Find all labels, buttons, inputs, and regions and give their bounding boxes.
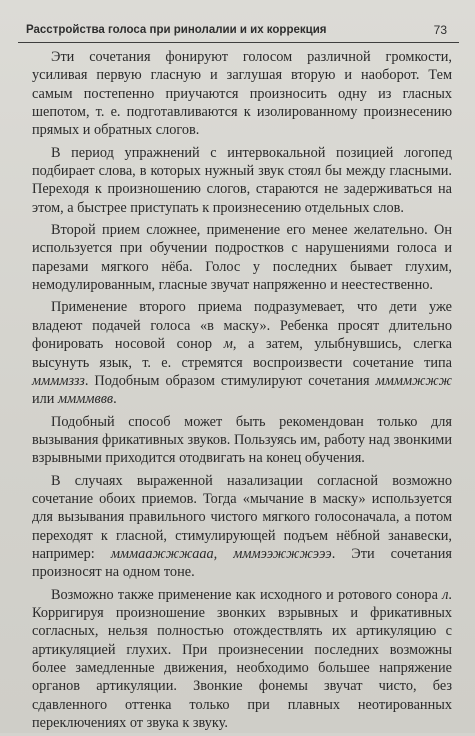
paragraph: Эти сочетания фонируют голосом различной громкости, усиливая первую гласную и заглушая вторую и наоборот. Тем самым постепенно приучаются произносить одну из гласных шепотом, т. е. подготавливаются к изолированному произнесению прямых и обратных слогов. xyxy=(32,49,452,139)
paragraph: Второй прием сложнее, применение его менее желательно. Он используется при обучении подростков с нарушениями голоса и парезами мягкого нёба. Голос у последних бывает глухим, немодулированным, гласные звучат напряженно и неестественно. xyxy=(32,222,452,294)
page-number: 73 xyxy=(433,23,447,37)
body-text xyxy=(32,48,452,736)
paragraph: Применение второго приема подразумевает, что дети уже владеют подачей голоса «в маску». Ребенка просят длительно фонировать носовой сонор м, а затем, улыбнувшись, слегка высунуть язык, т. е. стремятся воспроизвести сочетание типа ммммззз. Подобным образом стимулируют сочетания ммммжжж или ммммввв. xyxy=(32,299,452,408)
sound-example: мммаажжжааа, мммээжжжэээ xyxy=(110,545,332,562)
paragraph: Подобный способ может быть рекомендован только для вызывания фрикативных звуков. Пользуясь им, работу над звонкими взрывными приходится отодвигать на конец обучения. xyxy=(32,413,452,467)
sound-example: ммммввв xyxy=(58,391,114,408)
sound-example: л xyxy=(442,586,449,603)
paragraph: В случаях выраженной назализации согласной возможно сочетание обоих приемов. Тогда «мычание в маску» используется для вызывания правильного чистого мягкого голосоначала, а потом переходят к гласной, стимулирующей подъем нёбной занавески, например: мммаажжжааа, мммээжжжэээ. Эти сочетания произносят на одном тоне. xyxy=(32,472,452,581)
sound-example: м xyxy=(223,336,233,353)
sound-example: ммммжжж xyxy=(375,372,452,389)
sound-example: ммммззз xyxy=(32,372,85,389)
chapter-title: Расстройства голоса при ринолалии и их коррекция xyxy=(26,24,327,36)
paragraph: Возможно также применение как исходного и ротового сонора л. Корригируя произношение звонких взрывных и фрикативных согласных, нельзя полностью отождествлять их артикуляцию с артикуляцией глухих. При произнесении последних возможны более замедленные движения, необходимо большее напряжение органов артикуляции. Звонкие фонемы звучат чисто, без сдавленного оттенка только при плавных неотированных переключениях от звука к звуку. xyxy=(32,586,452,732)
running-header xyxy=(18,22,459,43)
paragraph: В период упражнений с интервокальной позицией логопед подбирает слова, в которых нужный звук стоял бы между гласными. Переходя к произношению слогов, стараются не задерживаться на этом, а быстрее приступать к произнесению отдельных слов. xyxy=(32,144,452,216)
